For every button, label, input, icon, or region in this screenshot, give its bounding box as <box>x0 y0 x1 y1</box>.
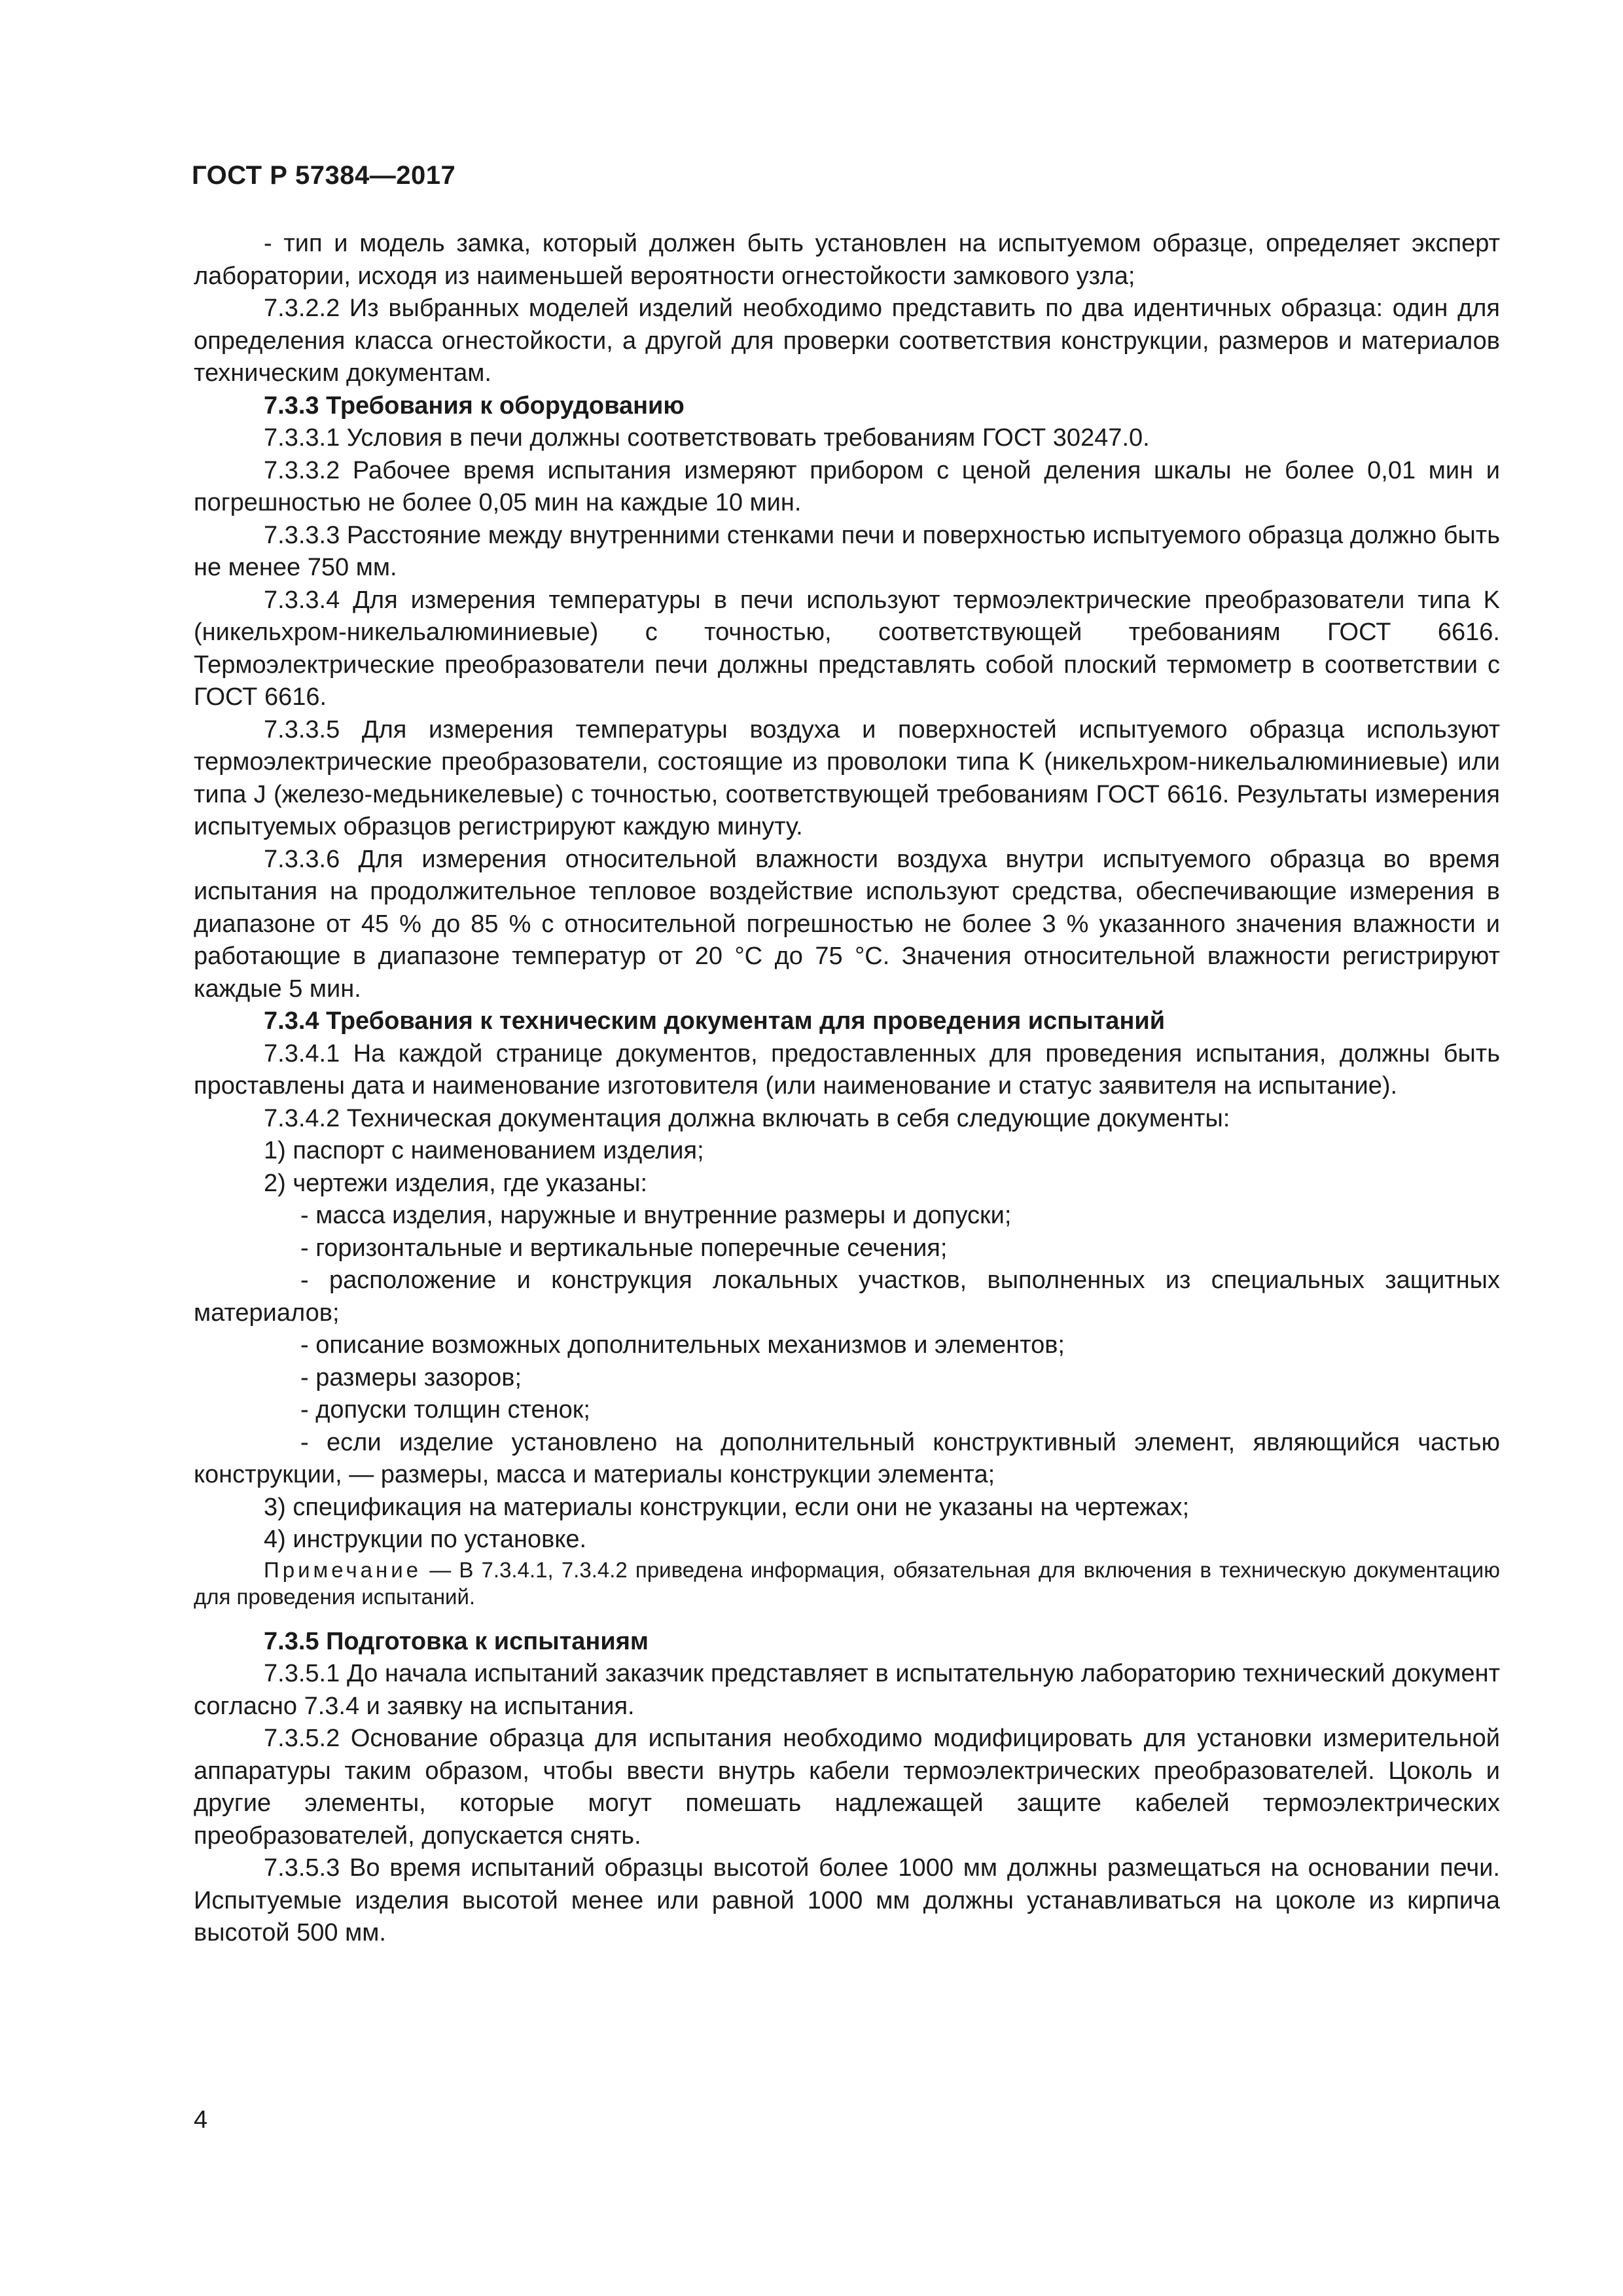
section-heading: 7.3.5 Подготовка к испытаниям <box>264 1627 649 1655</box>
note-label: Примечание <box>264 1557 422 1582</box>
paragraph: 7.3.4.2 Техническая документация должна включать в себя следующие документы: <box>264 1104 1230 1132</box>
list-item: - размеры зазоров; <box>300 1363 522 1391</box>
list-item: 4) инструкции по установке. <box>264 1526 587 1553</box>
paragraph: 7.3.3.4 Для измерения температуры в печи используют термоэлектрические преобразователи типа K (никельхром-никельалюминиевые) с точностью, соответствующей требованиям ГОСТ 6616. Термоэлектрические преобразователи печи должны представлять собой плоский термометр в соответствии с ГОСТ 6616. <box>194 586 1500 711</box>
paragraph: 7.3.3.6 Для измерения относительной влажности воздуха внутри испытуемого образца во время испытания на продолжительное тепловое воздействие используют средства, обеспечивающие измерения в диапазоне от 45 % до 85 % с относительной погрешностью не более 3 % указанного значения влажности и работающие в диапазоне температур от 20 °C до 75 °C. Значения относительной влажности регистрируют каждые 5 мин. <box>194 845 1500 1003</box>
note-text: — В 7.3.4.1, 7.3.4.2 приведена информация, обязательная для включения в техническую документацию для проведения испытаний. <box>194 1557 1500 1609</box>
list-item: 2) чертежи изделия, где указаны: <box>264 1169 648 1197</box>
list-item: - если изделие установлено на дополнительный конструктивный элемент, являющийся частью конструкции, — размеры, масса и материалы конструкции элемента; <box>194 1428 1500 1488</box>
paragraph: 7.3.3.5 Для измерения температуры воздуха и поверхностей испытуемого образца используют термоэлектрические преобразователи, состоящие из проволоки типа K (никельхром-никельалюминиевые) или типа J (железо-медьникелевые) с точностью, соответствующей требованиям ГОСТ 6616. Результаты измерения испытуемых образцов регистрируют каждую минуту. <box>194 715 1500 840</box>
document-body <box>194 228 1500 1950</box>
document-header: ГОСТ Р 57384—2017 <box>192 161 456 190</box>
section-heading: 7.3.3 Требования к оборудованию <box>264 391 685 420</box>
list-item: - горизонтальные и вертикальные поперечные сечения; <box>300 1234 948 1262</box>
list-item: - описание возможных дополнительных механизмов и элементов; <box>300 1331 1065 1359</box>
paragraph: 7.3.2.2 Из выбранных моделей изделий необходимо представить по два идентичных образца: один для определения класса огнестойкости, а другой для проверки соответствия конструкции, размеров и материалов техническим документам. <box>194 295 1500 387</box>
paragraph: 7.3.3.3 Расстояние между внутренними стенками печи и поверхностью испытуемого образца должно быть не менее 750 мм. <box>194 521 1500 581</box>
list-item: 1) паспорт с наименованием изделия; <box>264 1137 704 1164</box>
list-item: - расположение и конструкция локальных участков, выполненных из специальных защитных материалов; <box>194 1266 1500 1327</box>
paragraph: 7.3.5.2 Основание образца для испытания необходимо модифицировать для установки измерительной аппаратуры таким образом, чтобы ввести внутрь кабели термоэлектрических преобразователей. Цоколь и другие элементы, которые могут помешать надлежащей защите кабелей термоэлектрических преобразователей, допускается снять. <box>194 1725 1500 1850</box>
paragraph: 7.3.3.2 Рабочее время испытания измеряют прибором с ценой деления шкалы не более 0,01 мин и погрешностью не более 0,05 мин на каждые 10 мин. <box>194 456 1500 516</box>
page-number: 4 <box>194 2106 208 2134</box>
section-heading: 7.3.4 Требования к техническим документам для проведения испытаний <box>264 1007 1166 1035</box>
note <box>194 1556 1500 1610</box>
paragraph: 7.3.5.3 Во время испытаний образцы высотой более 1000 мм должны размещаться на основании печи. Испытуемые изделия высотой менее или равной 1000 мм должны устанавливаться на цоколе из кирпича высотой 500 мм. <box>194 1854 1500 1946</box>
list-item: - масса изделия, наружные и внутренние размеры и допуски; <box>300 1202 1012 1229</box>
paragraph: 7.3.5.1 До начала испытаний заказчик представляет в испытательную лабораторию технический документ согласно 7.3.4 и заявку на испытания. <box>194 1660 1500 1720</box>
list-item: - допуски толщин стенок; <box>300 1396 590 1424</box>
paragraph: 7.3.4.1 На каждой странице документов, предоставленных для проведения испытания, должны быть проставлены дата и наименование изготовителя (или наименование и статус заявителя на испытание). <box>194 1039 1500 1100</box>
list-item: 3) спецификация на материалы конструкции, если они не указаны на чертежах; <box>264 1493 1190 1521</box>
paragraph: - тип и модель замка, который должен быть установлен на испытуемом образце, определяет эксперт лаборатории, исходя из наименьшей вероятности огнестойкости замкового узла; <box>194 230 1500 290</box>
paragraph: 7.3.3.1 Условия в печи должны соответствовать требованиям ГОСТ 30247.0. <box>264 424 1150 452</box>
